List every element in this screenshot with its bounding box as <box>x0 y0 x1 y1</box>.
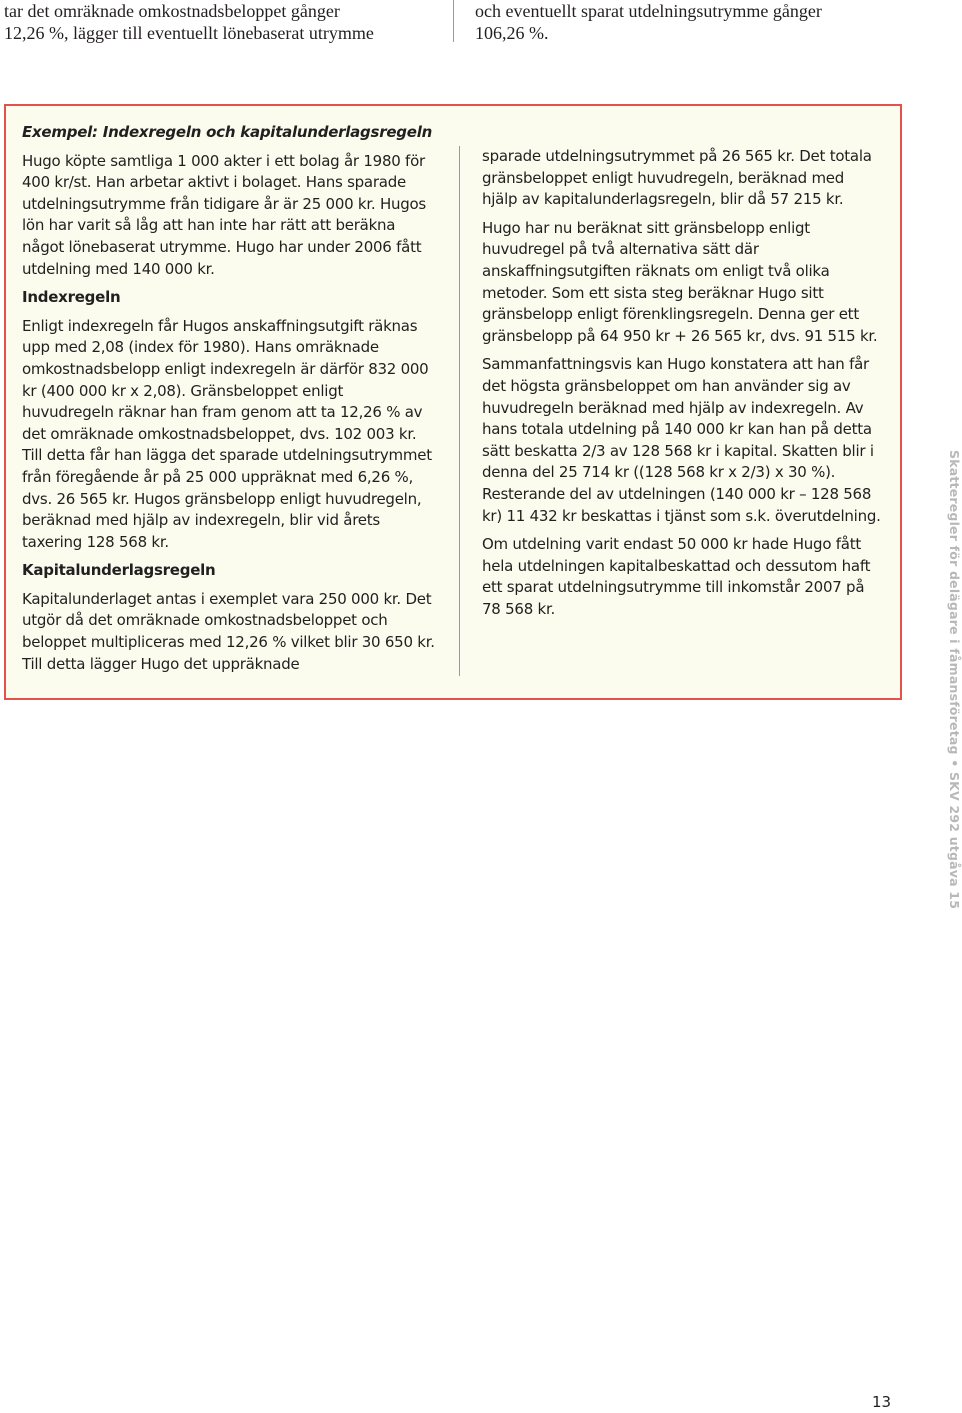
top-left-line-2: 12,26 %, lägger till eventuellt lönebaserat utrymme <box>4 23 374 43</box>
example-right-column <box>482 146 882 620</box>
top-column-divider <box>453 0 454 42</box>
example-right-paragraph-3: Sammanfattningsvis kan Hugo konstatera att han får det högsta gränsbeloppet om han använder sig av huvudregeln beräknad med hjälp av indexregeln. Av hans totala utdelning på 140 000 kr kan han på detta sätt beskatta 2/3 av 128 568 kr i kapital. Skatten blir i denna del 25 714 kr ((128 568 kr x 2/3) x 30 %). Resterande del av utdelningen (140 000 kr – 128 568 kr) 11 432 kr beskattas i tjänst som s.k. överutdelning. <box>482 355 881 525</box>
kapitalunderlag-heading: Kapitalunderlagsregeln <box>22 561 216 580</box>
indexregeln-heading: Indexregeln <box>22 288 121 307</box>
example-title: Exempel: Indexregeln och kapitalunderlagsregeln <box>22 123 433 141</box>
top-left-column <box>4 0 434 44</box>
top-left-line-1: tar det omräknade omkostnadsbeloppet gånger <box>4 1 340 21</box>
top-right-line-2: 106,26 %. <box>475 23 549 43</box>
example-intro: Hugo köpte samtliga 1 000 akter i ett bolag år 1980 för 400 kr/st. Han arbetar aktivt i bolaget. Hans sparade utdelningsutrymme från tidigare år är 25 000 kr. Hugos lön har varit så låg att han inte har rätt att beräkna något lönebaserat utrymme. Hugo har under 2006 fått utdelning med 140 000 kr. <box>22 151 426 278</box>
page-number: 13 <box>872 1393 892 1411</box>
example-left-column <box>22 122 437 675</box>
kapitalunderlag-text: Kapitalunderlaget antas i exemplet vara 250 000 kr. Det utgör då det omräknade omkostnadsbeloppet och beloppet multipliceras med 12,26 % vilket blir 30 650 kr. Till detta lägger Hugo det uppräknade <box>22 589 435 673</box>
top-right-line-1: och eventuellt sparat utdelningsutrymme gånger <box>475 1 822 21</box>
example-box <box>4 104 902 700</box>
side-running-header: Skatteregler för delägare i fåmansföretag • SKV 292 utgåva 15 <box>947 450 962 910</box>
example-column-divider <box>459 146 460 676</box>
example-right-paragraph-1: sparade utdelningsutrymmet på 26 565 kr. Det totala gränsbeloppet enligt huvudregeln, beräknad med hjälp av kapitalunderlagsregeln, blir då 57 215 kr. <box>482 147 872 209</box>
example-right-paragraph-4: Om utdelning varit endast 50 000 kr hade Hugo fått hela utdelningen kapitalbeskattad och dessutom haft ett sparat utdelningsutrymme till inkomstår 2007 på 78 568 kr. <box>482 535 871 618</box>
top-right-column <box>475 0 895 44</box>
indexregeln-text: Enligt indexregeln får Hugos anskaffningsutgift räknas upp med 2,08 (index för 1980). Hans omräknade omkostnadsbelopp enligt indexregeln är därför 832 000 kr (400 000 kr x 2,08). Gränsbeloppet enligt huvudregeln räknar han fram genom att ta 12,26 % av det omräknade omkostnadsbeloppet, dvs. 102 003 kr. Till detta får han lägga det sparade utdelningsutrymmet från föregående år på 25 000 uppräknat med 6,26 %, dvs. 26 565 kr. Hugos gränsbelopp enligt huvudregeln, beräknad med hjälp av indexregeln, blir vid årets taxering 128 568 kr. <box>22 316 432 551</box>
example-right-paragraph-2: Hugo har nu beräknat sitt gränsbelopp enligt huvudregel på två alternativa sätt där anskaffningsutgiften räknats om enligt två olika metoder. Som ett sista steg beräknar Hugo sitt gränsbelopp enligt förenklingsregeln. Denna ger ett gränsbelopp på 64 950 kr + 26 565 kr, dvs. 91 515 kr. <box>482 218 878 345</box>
